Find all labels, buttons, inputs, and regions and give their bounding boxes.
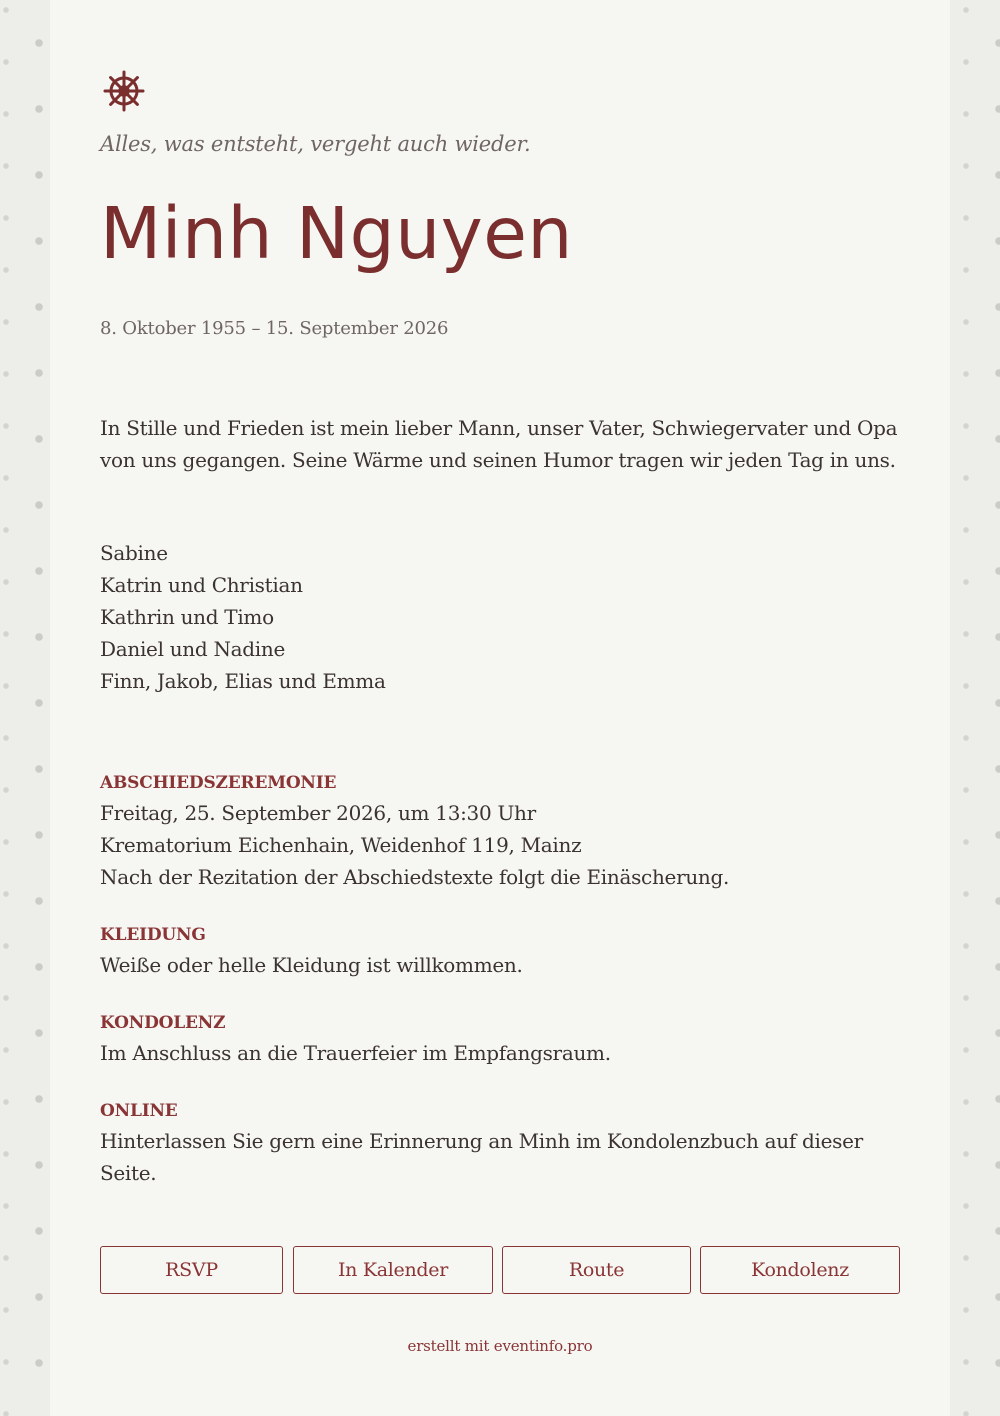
deceased-name: Minh Nguyen (100, 192, 573, 275)
clothing-text: Weiße oder helle Kleidung ist willkommen. (100, 953, 523, 977)
route-button[interactable]: Route (502, 1246, 691, 1294)
online-heading: ONLINE (100, 1101, 178, 1121)
online-text: Hinterlassen Sie gern eine Erinnerung an Minh im Kondolenzbuch auf dieser Seite. (100, 1129, 863, 1185)
rsvp-button[interactable]: RSVP (100, 1246, 283, 1294)
mourner-item: Daniel und Nadine (100, 637, 285, 661)
condolence-button[interactable]: Kondolenz (700, 1246, 900, 1294)
ceremony-note: Nach der Rezitation der Abschiedstexte folgt die Einäscherung. (100, 865, 730, 889)
mourner-item: Katrin und Christian (100, 573, 303, 597)
mourner-item: Kathrin und Timo (100, 605, 274, 629)
mourner-item: Sabine (100, 541, 168, 565)
dharma-wheel-icon (103, 70, 145, 112)
condolence-section (100, 1009, 900, 1069)
ceremony-section (100, 769, 900, 893)
action-buttons (100, 1246, 900, 1294)
condolence-heading: KONDOLENZ (100, 1013, 226, 1033)
online-section (100, 1097, 900, 1189)
ceremony-date: Freitag, 25. September 2026, um 13:30 Uhr (100, 801, 536, 825)
ceremony-location: Krematorium Eichenhain, Weidenhof 119, Mainz (100, 833, 582, 857)
life-dates: 8. Oktober 1955 – 15. September 2026 (100, 318, 449, 339)
memorial-quote: Alles, was entsteht, vergeht auch wieder. (100, 132, 531, 156)
intro-text: In Stille und Frieden ist mein lieber Mann, unser Vater, Schwiegervater und Opa von uns gegangen. Seine Wärme und seinen Humor tragen wir jeden Tag in uns. (100, 416, 898, 472)
add-to-calendar-button[interactable]: In Kalender (293, 1246, 493, 1294)
mourners-list (100, 537, 386, 697)
footer-credit[interactable]: erstellt mit eventinfo.pro (407, 1337, 593, 1355)
condolence-text: Im Anschluss an die Trauerfeier im Empfangsraum. (100, 1041, 611, 1065)
clothing-heading: KLEIDUNG (100, 925, 206, 945)
memorial-card (50, 0, 950, 1416)
clothing-section (100, 921, 900, 981)
mourner-item: Finn, Jakob, Elias und Emma (100, 669, 386, 693)
ceremony-heading: ABSCHIEDSZEREMONIE (100, 773, 337, 793)
